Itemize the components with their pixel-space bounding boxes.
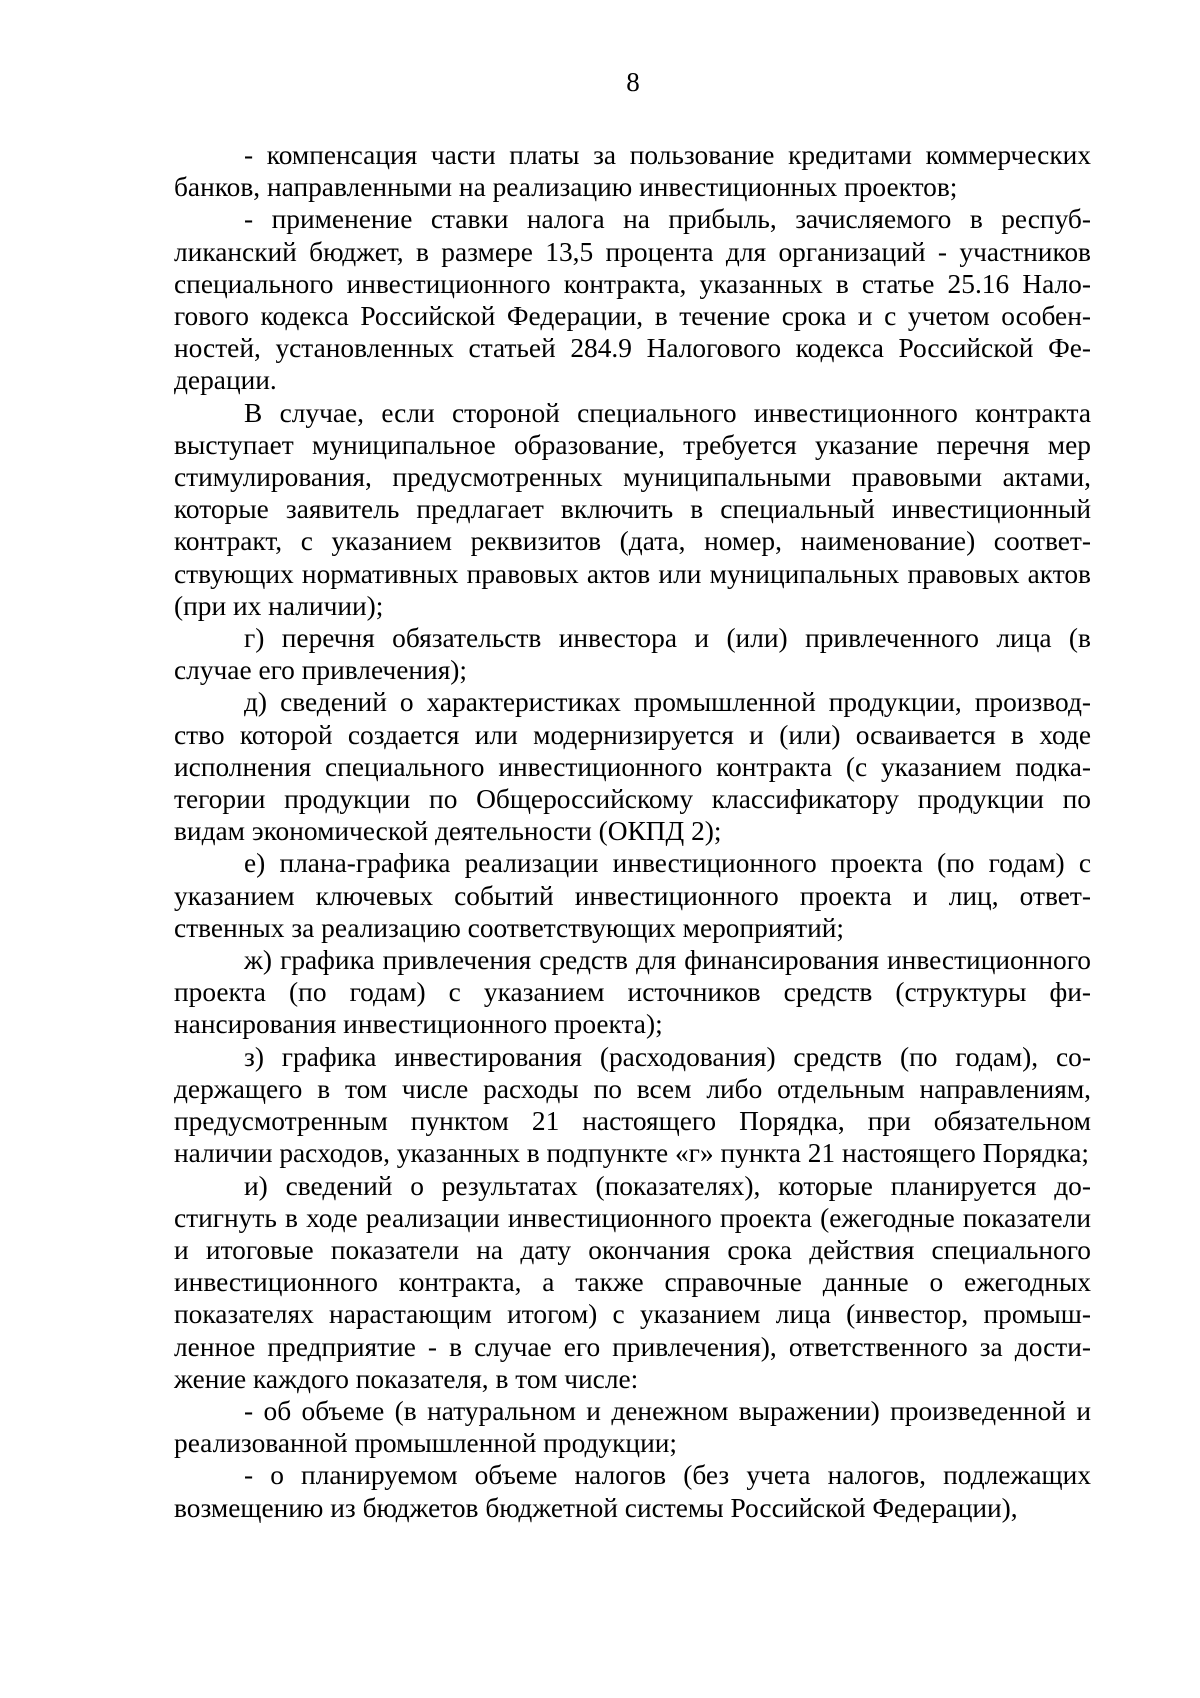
paragraph-item-zh: ж) графика привлечения средств для финансирования инвестиционного проекта (по годам) с указанием источников средств (структуры финансирования инвестиционного проекта); [174, 945, 1091, 1040]
paragraph-interest-compensation: - компенсация части платы за пользование кредитами коммерческих банков, направленными на реализацию инвестиционных проектов; [174, 140, 1091, 203]
paragraph-tax-volume: - о планируемом объеме налогов (без учета налогов, подлежащих возмещению из бюджетов бюджетной системы Российской Федерации), [174, 1460, 1091, 1523]
paragraph-profit-tax-rate: - применение ставки налога на прибыль, зачисляемого в республиканский бюджет, в размере 13,5 процента для организаций - участников специального инвестиционного контракта, указанных в статье 25.16 Налогового кодекса Российской Федерации, в течение срока и с учетом особенностей, установленных статьей 284.9 Налогового кодекса Российской Федерации. [174, 204, 1091, 396]
paragraph-item-d: д) сведений о характеристиках промышленной продукции, производство которой создается или модернизируется и (или) осваивается в ходе исполнения специального инвестиционного контракта (с указанием подкатегории продукции по Общероссийскому классификатору продукции по видам экономической деятельности (ОКПД 2); [174, 687, 1091, 847]
page-number: 8 [626, 67, 640, 97]
paragraph-production-volume: - об объеме (в натуральном и денежном выражении) произведенной и реализованной промышленной продукции; [174, 1395, 1091, 1459]
paragraph-municipal-measures: В случае, если стороной специального инвестиционного контракта выступает муниципальное образование, требуется указание перечня мер стимулирования, предусмотренных муниципальными правовыми актами, которые заявитель предлагает включить в специальный инвестиционный контракт, с указанием реквизитов (дата, номер, наименование) соответствующих нормативных правовых актов или муниципальных правовых актов (при их наличии); [174, 397, 1091, 621]
paragraph-item-z: з) графика инвестирования (расходования) средств (по годам), содержащего в том числе расходы по всем либо отдельным направлениям, предусмотренным пунктом 21 настоящего Порядка, при обязательном наличии расходов, указанных в подпункте «г» пункта 21 настоящего Порядка; [174, 1041, 1091, 1169]
paragraph-item-i: и) сведений о результатах (показателях), которые планируется достигнуть в ходе реализации инвестиционного проекта (ежегодные показатели и итоговые показатели на дату окончания срока действия специального инвестиционного контракта, а также справочные данные о ежегодных показателях нарастающим итогом) с указанием лица (инвестор, промышленное предприятие - в случае его привлечения), ответственного за достижение каждого показателя, в том числе: [174, 1170, 1091, 1394]
paragraph-item-e: е) плана-графика реализации инвестиционного проекта (по годам) с указанием ключевых событий инвестиционного проекта и лиц, ответственных за реализацию соответствующих мероприятий; [174, 848, 1091, 943]
document-body [174, 139, 1091, 1524]
paragraph-item-g: г) перечня обязательств инвестора и (или) привлеченного лица (в случае его привлечения); [174, 623, 1091, 686]
